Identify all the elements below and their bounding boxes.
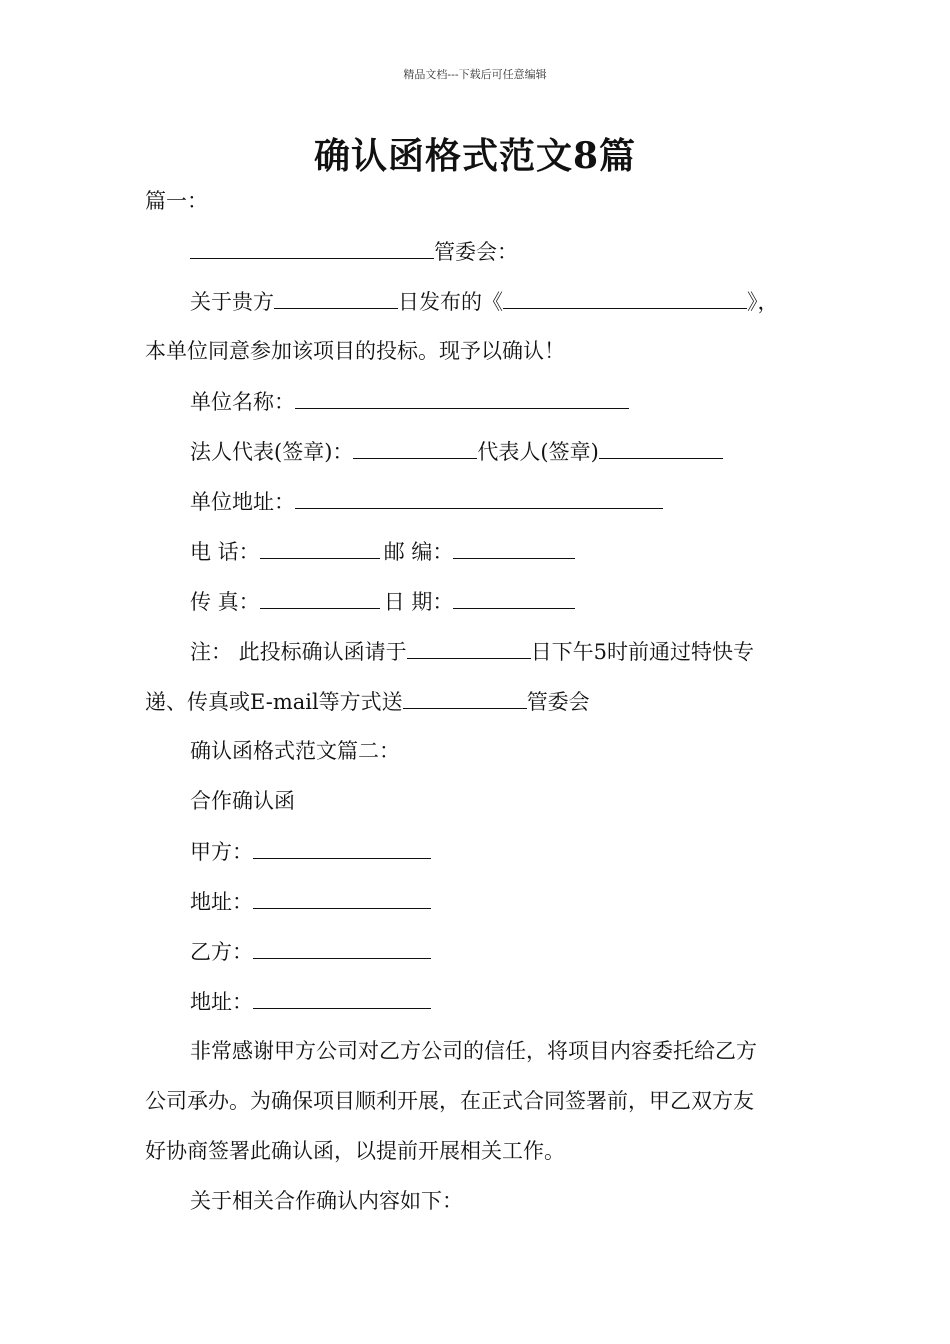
agent-blank[interactable] — [599, 436, 723, 459]
legal-rep-label: 法人代表(签章)： — [190, 440, 354, 464]
p1-text-a: 关于贵方 — [190, 290, 274, 314]
page-title: 确认函格式范文8篇 — [313, 135, 637, 177]
recipient-line — [190, 236, 518, 267]
recipient-blank[interactable] — [190, 236, 434, 259]
party-b-label: 乙方： — [190, 940, 253, 964]
part1-label: 篇一： — [145, 189, 208, 213]
address-a-blank[interactable] — [253, 886, 431, 909]
publish-date-blank[interactable] — [274, 286, 398, 309]
body-line-3: 好协商签署此确认函，以提前开展相关工作。 — [145, 1139, 565, 1163]
date-blank[interactable] — [453, 586, 575, 609]
representative-row — [190, 436, 723, 467]
note-line2-text-b: 管委会 — [526, 690, 590, 714]
fax-row — [190, 586, 575, 617]
agent-label: 代表人(签章) — [477, 440, 599, 464]
deadline-blank[interactable] — [407, 636, 531, 659]
party-b-row — [190, 936, 431, 967]
phone-label: 电 话： — [190, 540, 260, 564]
address-b-row — [190, 986, 431, 1017]
unit-name-row — [190, 386, 629, 417]
unit-address-row — [190, 486, 663, 517]
body-line-2: 公司承办。为确保项目顺利开展，在正式合同签署前，甲乙双方友 — [145, 1089, 754, 1113]
unit-address-blank[interactable] — [295, 486, 663, 509]
party-b-blank[interactable] — [253, 936, 431, 959]
party-a-blank[interactable] — [253, 836, 431, 859]
unit-name-blank[interactable] — [295, 386, 629, 409]
body-line-1: 非常感谢甲方公司对乙方公司的信任，将项目内容委托给乙方 — [190, 1039, 757, 1063]
address-b-label: 地址： — [190, 990, 253, 1014]
note-text-b: 日下午5时前通过特快专 — [530, 640, 755, 664]
phone-row — [190, 536, 575, 567]
postcode-label: 邮 编： — [383, 540, 454, 564]
note-line2-text-a: 递、传真或E-mail等方式送 — [145, 690, 403, 714]
unit-address-label: 单位地址： — [190, 490, 295, 514]
page-header: 精品文档---下载后可任意编辑 — [403, 68, 547, 81]
confirm-intro: 关于相关合作确认内容如下： — [190, 1189, 463, 1213]
project-name-blank[interactable] — [503, 286, 747, 309]
recipient-suffix: 管委会： — [434, 240, 518, 264]
address-a-label: 地址： — [190, 890, 253, 914]
p1-text-b: 日发布的《 — [398, 290, 503, 314]
legal-rep-blank[interactable] — [353, 436, 477, 459]
part2-title: 合作确认函 — [190, 789, 295, 813]
fax-blank[interactable] — [260, 586, 380, 609]
address-b-blank[interactable] — [253, 986, 431, 1009]
p1-line1 — [190, 286, 779, 317]
party-a-row — [190, 836, 431, 867]
fax-label: 传 真： — [190, 590, 260, 614]
note-line2 — [145, 686, 590, 717]
recipient2-blank[interactable] — [403, 686, 527, 709]
unit-name-label: 单位名称： — [190, 390, 295, 414]
party-a-label: 甲方： — [190, 840, 253, 864]
note-line1 — [190, 636, 754, 667]
p1-text-c: 》， — [747, 290, 779, 314]
note-text-a: 注： 此投标确认函请于 — [190, 640, 407, 664]
p1-line2: 本单位同意参加该项目的投标。现予以确认！ — [145, 339, 565, 363]
postcode-blank[interactable] — [453, 536, 575, 559]
phone-blank[interactable] — [260, 536, 380, 559]
date-label: 日 期： — [383, 590, 454, 614]
part2-heading: 确认函格式范文篇二： — [190, 739, 400, 763]
address-a-row — [190, 886, 431, 917]
